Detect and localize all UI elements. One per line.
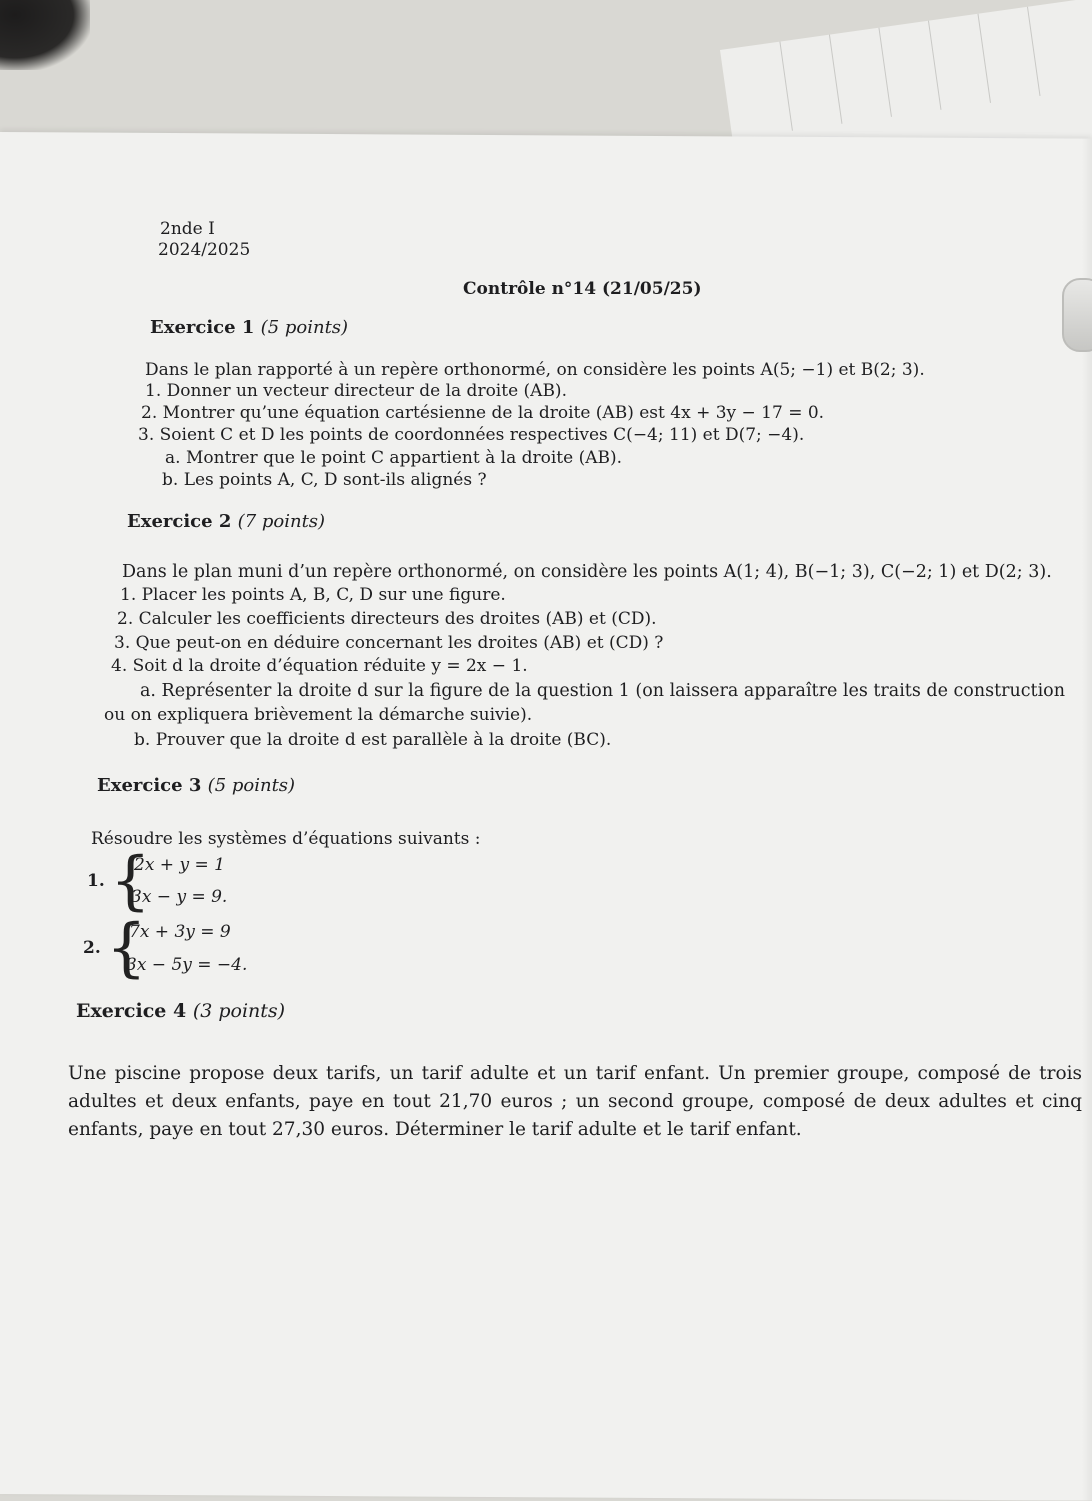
- school-year: 2024/2025: [158, 240, 251, 260]
- exercise-4-title: Exercice 4 (3 points): [76, 1000, 286, 1022]
- exercise-2-item-4: 4. Soit d la droite d’équation réduite y = 2x − 1.: [111, 656, 528, 676]
- exercise-1-item-1: 1. Donner un vecteur directeur de la droite (AB).: [145, 381, 567, 401]
- system-2-eq1: 7x + 3y = 9: [129, 922, 231, 942]
- exercise-1-item-3a: a. Montrer que le point C appartient à la droite (AB).: [165, 448, 623, 468]
- exercise-1-item-2: 2. Montrer qu’une équation cartésienne de la droite (AB) est 4x + 3y − 17 = 0.: [141, 403, 825, 423]
- system-1-eq1: 2x + y = 1: [134, 855, 225, 875]
- exercise-1-title: Exercice 1 (5 points): [150, 317, 349, 338]
- class-label: 2nde I: [160, 219, 215, 239]
- exercise-1-item-3: 3. Soient C et D les points de coordonnées respectives C(−4; 11) et D(7; −4).: [138, 425, 805, 445]
- exercise-2-title: Exercice 2 (7 points): [127, 511, 326, 532]
- exercise-2-item-4a-cont: ou on expliquera brièvement la démarche suivie).: [104, 705, 533, 725]
- page-title: Contrôle n°14 (21/05/25): [463, 279, 702, 299]
- exercise-2-item-4b: b. Prouver que la droite d est parallèle à la droite (BC).: [134, 730, 612, 750]
- exercise-2-item-4a: a. Représenter la droite d sur la figure de la question 1 (on laissera apparaître les traits de construction: [140, 681, 1065, 701]
- exercise-2-item-1: 1. Placer les points A, B, C, D sur une figure.: [120, 585, 506, 605]
- exercise-3-intro: Résoudre les systèmes d’équations suivants :: [91, 829, 481, 849]
- exercise-1-item-3b: b. Les points A, C, D sont-ils alignés ?: [162, 470, 487, 490]
- system-1-eq2: 3x − y = 9.: [131, 887, 228, 907]
- exercise-1-intro: Dans le plan rapporté à un repère orthonormé, on considère les points A(5; −1) et B(2; 3).: [145, 360, 925, 380]
- exercise-4-text: Une piscine propose deux tarifs, un tarif adulte et un tarif enfant. Un premier groupe, composé de trois adultes et deux enfants, paye en tout 21,70 euros ; un second groupe, composé de deux adultes et cinq enfants, paye en tout 27,30 euros. Déterminer le tarif adulte et le tarif enfant.: [68, 1063, 1082, 1140]
- system-2-label: 2.: [83, 938, 101, 958]
- exercise-2-item-3: 3. Que peut-on en déduire concernant les droites (AB) et (CD) ?: [114, 633, 664, 653]
- system-1-brace: {: [110, 844, 151, 918]
- system-2-brace: {: [106, 911, 147, 985]
- exercise-2-item-2: 2. Calculer les coefficients directeurs des droites (AB) et (CD).: [117, 609, 657, 629]
- exercise-3-title: Exercice 3 (5 points): [97, 775, 296, 796]
- exercise-2-intro: Dans le plan muni d’un repère orthonormé, on considère les points A(1; 4), B(−1; 3), C(−2; 1) et D(2; 3).: [122, 562, 1052, 582]
- system-1-label: 1.: [87, 871, 105, 891]
- system-2-eq2: 3x − 5y = −4.: [126, 955, 248, 975]
